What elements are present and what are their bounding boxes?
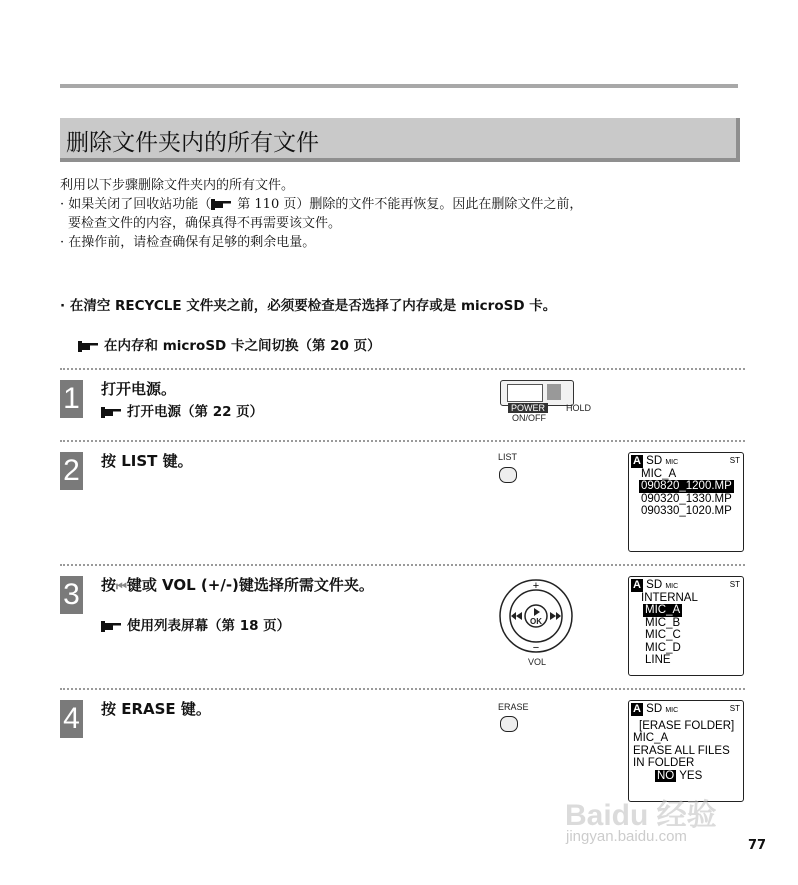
lcd-status-bar: A SD MIC ST xyxy=(633,579,740,591)
lcd-folder-row: MIC_A xyxy=(645,604,681,616)
list-button-label: LIST xyxy=(498,452,518,462)
vol-label: VOL xyxy=(528,657,547,667)
pointing-hand-icon xyxy=(101,621,123,632)
divider xyxy=(60,564,745,566)
lcd-file-row: 090820_1200.MP xyxy=(641,480,732,492)
svg-text:+: + xyxy=(532,580,540,592)
lcd-status-bar: A SD MIC ST xyxy=(633,703,740,715)
intro-line-2: · 如果关闭了回收站功能（ 第 110 页）删除的文件不能再恢复。因此在删除文件之前， xyxy=(60,197,583,212)
erase-button xyxy=(500,716,518,732)
step-reference[interactable]: 使用列表屏幕（第 18 页） xyxy=(101,614,290,634)
step-instruction: 按⏮键或 VOL (+/-)键选择所需文件夹。 xyxy=(101,576,374,594)
lcd-folder-row: MIC_B xyxy=(645,616,681,629)
lcd-status-bar: A SD MIC ST xyxy=(633,455,740,467)
hold-label: HOLD xyxy=(566,403,592,413)
intro-line-3: 要检查文件的内容，确保真得不再需要该文件。 xyxy=(68,216,342,231)
step-number: 4 xyxy=(60,700,83,738)
step-instruction: 打开电源。 xyxy=(101,380,177,398)
lcd-folder-row: INTERNAL xyxy=(641,591,698,604)
pointing-hand-icon xyxy=(78,341,100,352)
onoff-label: ON/OFF xyxy=(512,413,546,423)
skip-back-icon: ⏮ xyxy=(116,579,127,593)
lcd-dialog-line: ERASE ALL FILES xyxy=(633,744,730,757)
intro-text xyxy=(60,176,750,252)
lcd-option-no: NO xyxy=(657,769,675,782)
pointing-hand-icon xyxy=(101,407,123,418)
lcd-folder-row: MIC_C xyxy=(645,629,681,641)
step-instruction: 按 LIST 键。 xyxy=(101,452,193,470)
section-title-bar xyxy=(60,118,740,162)
lcd-dialog-title: [ERASE FOLDER] xyxy=(639,719,735,732)
watermark-logo: Baidu 经验 xyxy=(565,799,717,832)
warning-text: · 在清空 RECYCLE 文件夹之前，必须要检查是否选择了内存或是 microSD 卡。 xyxy=(60,298,557,314)
svg-text:−: − xyxy=(532,642,540,654)
lcd-folder-row: MIC_D xyxy=(645,641,681,654)
watermark-url: jingyan.baidu.com xyxy=(566,828,687,845)
page-number: 77 xyxy=(748,838,767,853)
warning-reference[interactable]: 在内存和 microSD 卡之间切换（第 20 页） xyxy=(78,334,381,354)
step-reference[interactable]: 打开电源（第 22 页） xyxy=(101,400,263,420)
ok-label: OK xyxy=(530,617,542,626)
step-number: 2 xyxy=(60,452,83,490)
lcd-file-row: 090330_1020.MP xyxy=(641,505,732,517)
lcd-option-yes: YES xyxy=(679,769,703,782)
lcd-screen xyxy=(628,452,744,552)
lcd-screen xyxy=(628,576,744,676)
page-title: 删除文件夹内的所有文件 xyxy=(66,130,319,156)
lcd-dialog-options xyxy=(629,770,743,783)
step-number: 1 xyxy=(60,380,83,418)
power-label: POWER xyxy=(508,403,548,413)
lcd-dialog-line: IN FOLDER xyxy=(633,757,695,769)
list-button xyxy=(499,467,517,483)
intro-line-1: 利用以下步骤删除文件夹内的所有文件。 xyxy=(60,178,295,193)
erase-button-label: ERASE xyxy=(498,702,529,712)
intro-line-4: · 在操作前，请检查确保有足够的剩余电量。 xyxy=(60,235,316,250)
pointing-hand-icon xyxy=(211,199,233,210)
step-instruction: 按 ERASE 键。 xyxy=(101,700,211,718)
lcd-folder-row: MIC_A xyxy=(641,467,677,480)
step-number: 3 xyxy=(60,576,83,614)
lcd-screen xyxy=(628,700,744,802)
switch-slider xyxy=(507,384,543,402)
lcd-dialog-line: MIC_A xyxy=(633,732,669,744)
divider xyxy=(60,440,745,442)
divider xyxy=(60,688,745,690)
top-rule xyxy=(60,84,738,88)
lcd-file-row: 090320_1330.MP xyxy=(641,492,732,505)
switch-track xyxy=(547,384,561,400)
divider xyxy=(60,368,745,370)
lcd-folder-row: LINE xyxy=(645,654,671,666)
